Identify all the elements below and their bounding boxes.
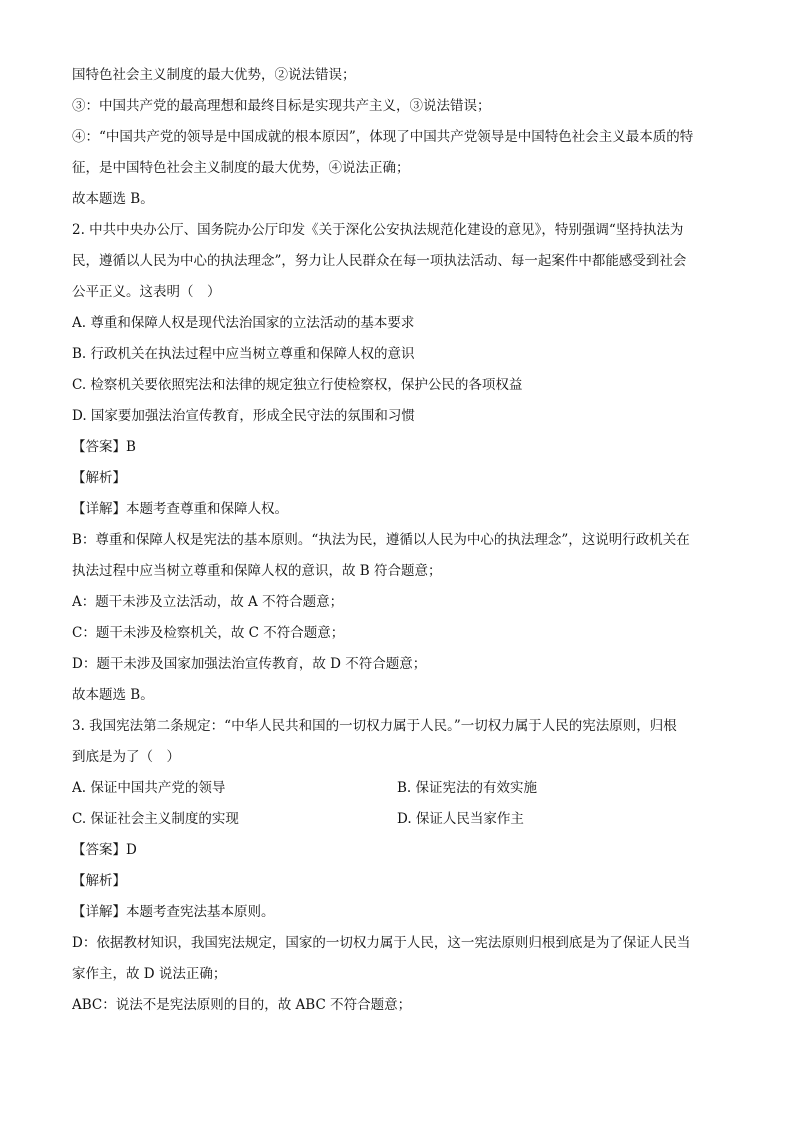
question-stem: 3. 我国宪法第二条规定：“中华人民共和国的一切权力属于人民。”一切权力属于人民的宪法原则，归根: [72, 718, 677, 734]
option-a: A. 尊重和保障人权是现代法治国家的立法活动的基本要求: [72, 315, 415, 331]
explanation-line: D：题干未涉及国家加强法治宣传教育，故 D 不符合题意；: [72, 656, 427, 672]
detail-line: 【详解】本题考查宪法基本原则。: [72, 904, 275, 920]
explanation-line: ABC：说法不是宪法原则的目的，故 ABC 不符合题意；: [72, 997, 412, 1013]
question-2: [72, 215, 724, 711]
option-c: C. 检察机关要依照宪法和法律的规定独立行使检察权，保护公民的各项权益: [72, 377, 523, 393]
detail-line: 【详解】本题考查尊重和保障人权。: [72, 501, 288, 517]
text-line: 国特色社会主义制度的最大优势，②说法错误；: [72, 67, 356, 83]
question-stem: 2. 中共中央办公厅、国务院办公厅印发《关于深化公安执法规范化建设的意见》，特别强调“坚持执法为: [72, 222, 684, 238]
options-row: [72, 773, 724, 804]
explanation-line: D：依据教材知识，我国宪法规定，国家的一切权力属于人民，这一宪法原则归根到底是为了保证人民当: [72, 935, 691, 951]
text-line: ③：中国共产党的最高理想和最终目标是实现共产主义，③说法错误；: [72, 98, 491, 114]
option-d: D. 保证人民当家作主: [397, 811, 524, 827]
explanation-line: A：题干未涉及立法活动，故 A 不符合题意；: [72, 594, 344, 610]
explanation-line: 家作主，故 D 说法正确；: [72, 966, 227, 982]
option-b: B. 行政机关在执法过程中应当树立尊重和保障人权的意识: [72, 346, 415, 362]
options-row: [72, 804, 724, 835]
question-3: [72, 711, 724, 1021]
conclusion-line: 故本题选 B。: [72, 191, 154, 207]
question-stem: 公平正义。这表明（ ）: [72, 284, 221, 300]
answer-line: 【答案】B: [72, 439, 136, 455]
text-line: 征，是中国特色社会主义制度的最大优势，④说法正确；: [72, 160, 410, 176]
answer-line: 【答案】D: [72, 842, 137, 858]
option-b: B. 保证宪法的有效实施: [397, 780, 538, 796]
analysis-label: 【解析】: [72, 873, 126, 889]
text-line: ④：“中国共产党的领导是中国成就的根本原因”，体现了中国共产党领导是中国特色社会主义最本质的特: [72, 129, 694, 145]
explanation-line: 执法过程中应当树立尊重和保障人权的意识，故 B 符合题意；: [72, 563, 442, 579]
question-stem: 民，遵循以人民为中心的执法理念”，努力让人民群众在每一项执法活动、每一起案件中都能感受到社会: [72, 253, 687, 269]
option-a: A. 保证中国共产党的领导: [72, 780, 226, 796]
analysis-label: 【解析】: [72, 470, 126, 486]
conclusion-line: 故本题选 B。: [72, 687, 154, 703]
explanation-line: B：尊重和保障人权是宪法的基本原则。“执法为民，遵循以人民为中心的执法理念”，这说明行政机关在: [72, 532, 690, 548]
question-stem: 到底是为了（ ）: [72, 749, 180, 765]
option-d: D. 国家要加强法治宣传教育，形成全民守法的氛围和习惯: [72, 408, 415, 424]
explanation-line: C：题干未涉及检察机关，故 C 不符合题意；: [72, 625, 345, 641]
option-c: C. 保证社会主义制度的实现: [72, 811, 239, 827]
